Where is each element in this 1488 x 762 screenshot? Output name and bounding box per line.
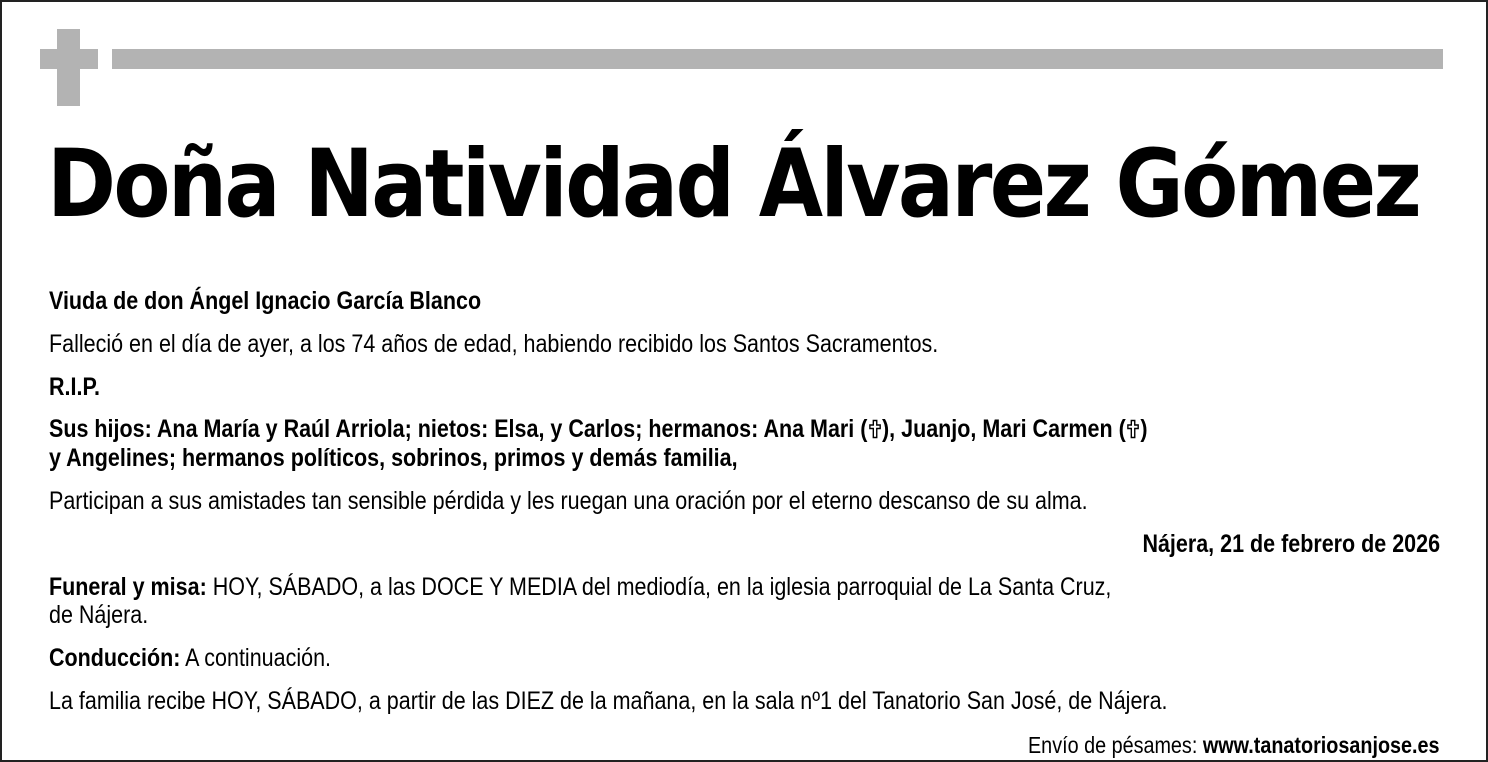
family-line-2: y Angelines; hermanos políticos, sobrinos, primos y demás familia,: [49, 444, 738, 472]
cross-icon-arm: [40, 49, 98, 69]
condolences-line: [1028, 730, 1440, 760]
request-line: Participan a sus amistades tan sensible pérdida y les ruegan una oración por el eterno descanso de su alma.: [49, 487, 1088, 515]
funeral-line-2: de Nájera.: [49, 601, 149, 629]
family-line-1: [49, 414, 1148, 444]
header-rule: [112, 49, 1443, 69]
conduccion-line: [49, 643, 331, 673]
deceased-cross-icon: [1127, 419, 1140, 439]
death-line: Falleció en el día de ayer, a los 74 años de edad, habiendo recibido los Santos Sacramentos.: [49, 330, 939, 358]
visitation-line: La familia recibe HOY, SÁBADO, a partir de las DIEZ de la mañana, en la sala nº1 del Tanatorio San José, de Nájera.: [49, 687, 1168, 715]
condolences-link[interactable]: www.tanatoriosanjose.es: [1203, 732, 1440, 758]
deceased-name: Doña Natividad Álvarez Gómez: [47, 130, 1420, 239]
rip-line: R.I.P.: [49, 373, 100, 401]
family-text: ): [1140, 415, 1148, 443]
conduccion-text: A continuación.: [180, 644, 331, 672]
place-date: Nájera, 21 de febrero de 2026: [1142, 530, 1440, 558]
funeral-label: Funeral y misa:: [49, 573, 207, 601]
deceased-cross-icon: [868, 419, 881, 439]
funeral-text: HOY, SÁBADO, a las DOCE Y MEDIA del mediodía, en la iglesia parroquial de La Santa Cruz,: [206, 573, 1112, 601]
family-text: Sus hijos: Ana María y Raúl Arriola; nietos: Elsa, y Carlos; hermanos: Ana Mari (: [49, 415, 868, 443]
family-text: ), Juanjo, Mari Carmen (: [882, 415, 1126, 443]
condolences-label: Envío de pésames:: [1028, 732, 1204, 758]
funeral-line-1: [49, 572, 1111, 602]
conduccion-label: Conducción:: [49, 644, 181, 672]
widow-line: Viuda de don Ángel Ignacio García Blanco: [49, 287, 482, 315]
